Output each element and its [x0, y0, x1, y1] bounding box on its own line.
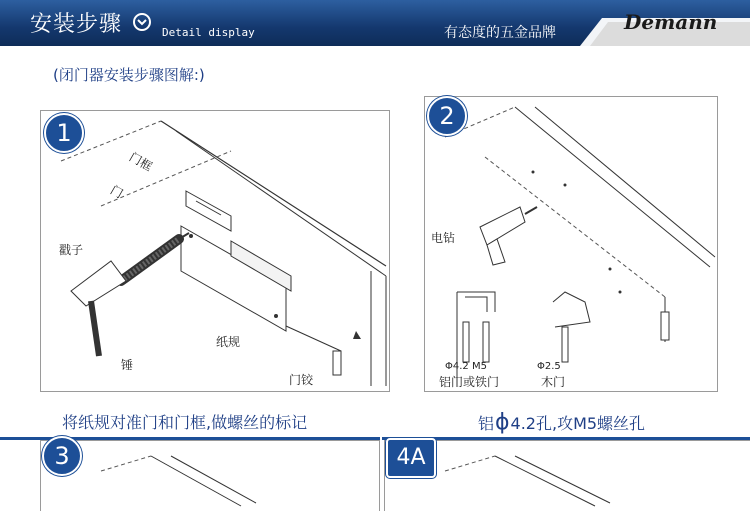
- label-door: 门: [108, 182, 126, 201]
- label-hinge: 门铰: [289, 373, 314, 387]
- chevron-down-icon[interactable]: [133, 13, 151, 31]
- step-2-caption: [478, 410, 645, 435]
- step-2-illustration: [425, 97, 717, 391]
- label-wood-door: 木门: [541, 375, 566, 389]
- step-3-panel: [40, 440, 380, 511]
- label-door-frame: 门框: [126, 149, 155, 174]
- step-2-badge: 2: [427, 96, 467, 136]
- step-1-badge: 1: [44, 113, 84, 153]
- step-2-panel: [424, 96, 718, 392]
- label-punch: 戳子: [59, 243, 84, 257]
- step-3-illustration: [41, 441, 379, 511]
- label-hammer: 锤: [121, 358, 134, 372]
- label-spec-wood: Φ2.5: [537, 361, 561, 372]
- step-1-illustration: [41, 111, 389, 391]
- step-1-caption: 将纸规对准门和门框,做螺丝的标记: [62, 413, 308, 432]
- step-3-badge: 3: [42, 436, 82, 476]
- header-slogan: 有态度的五金品牌: [444, 25, 556, 41]
- intro-text: (闭门器安装步骤图解:): [53, 66, 205, 84]
- step-4a-badge: 4A: [386, 438, 436, 478]
- step-4a-panel: [384, 440, 750, 511]
- header-title: 安装步骤: [30, 12, 123, 37]
- header-subtitle: Detail display: [162, 26, 255, 39]
- brand-logo: Demann: [624, 10, 718, 34]
- label-template: 纸规: [216, 335, 241, 349]
- label-spec-aluminum: Φ4.2 M5: [445, 361, 487, 372]
- diameter-symbol: ϕ: [495, 410, 510, 435]
- step-1-panel: [40, 110, 390, 392]
- step-2-caption-suffix: 4.2孔,攻M5螺丝孔: [510, 414, 646, 433]
- label-drill: 电钻: [431, 231, 456, 245]
- label-aluminum-iron-door: 铝门或铁门: [439, 375, 500, 389]
- step-4a-illustration: [385, 441, 750, 511]
- step-2-caption-prefix: 铝: [478, 414, 495, 433]
- header-bar: [0, 0, 750, 46]
